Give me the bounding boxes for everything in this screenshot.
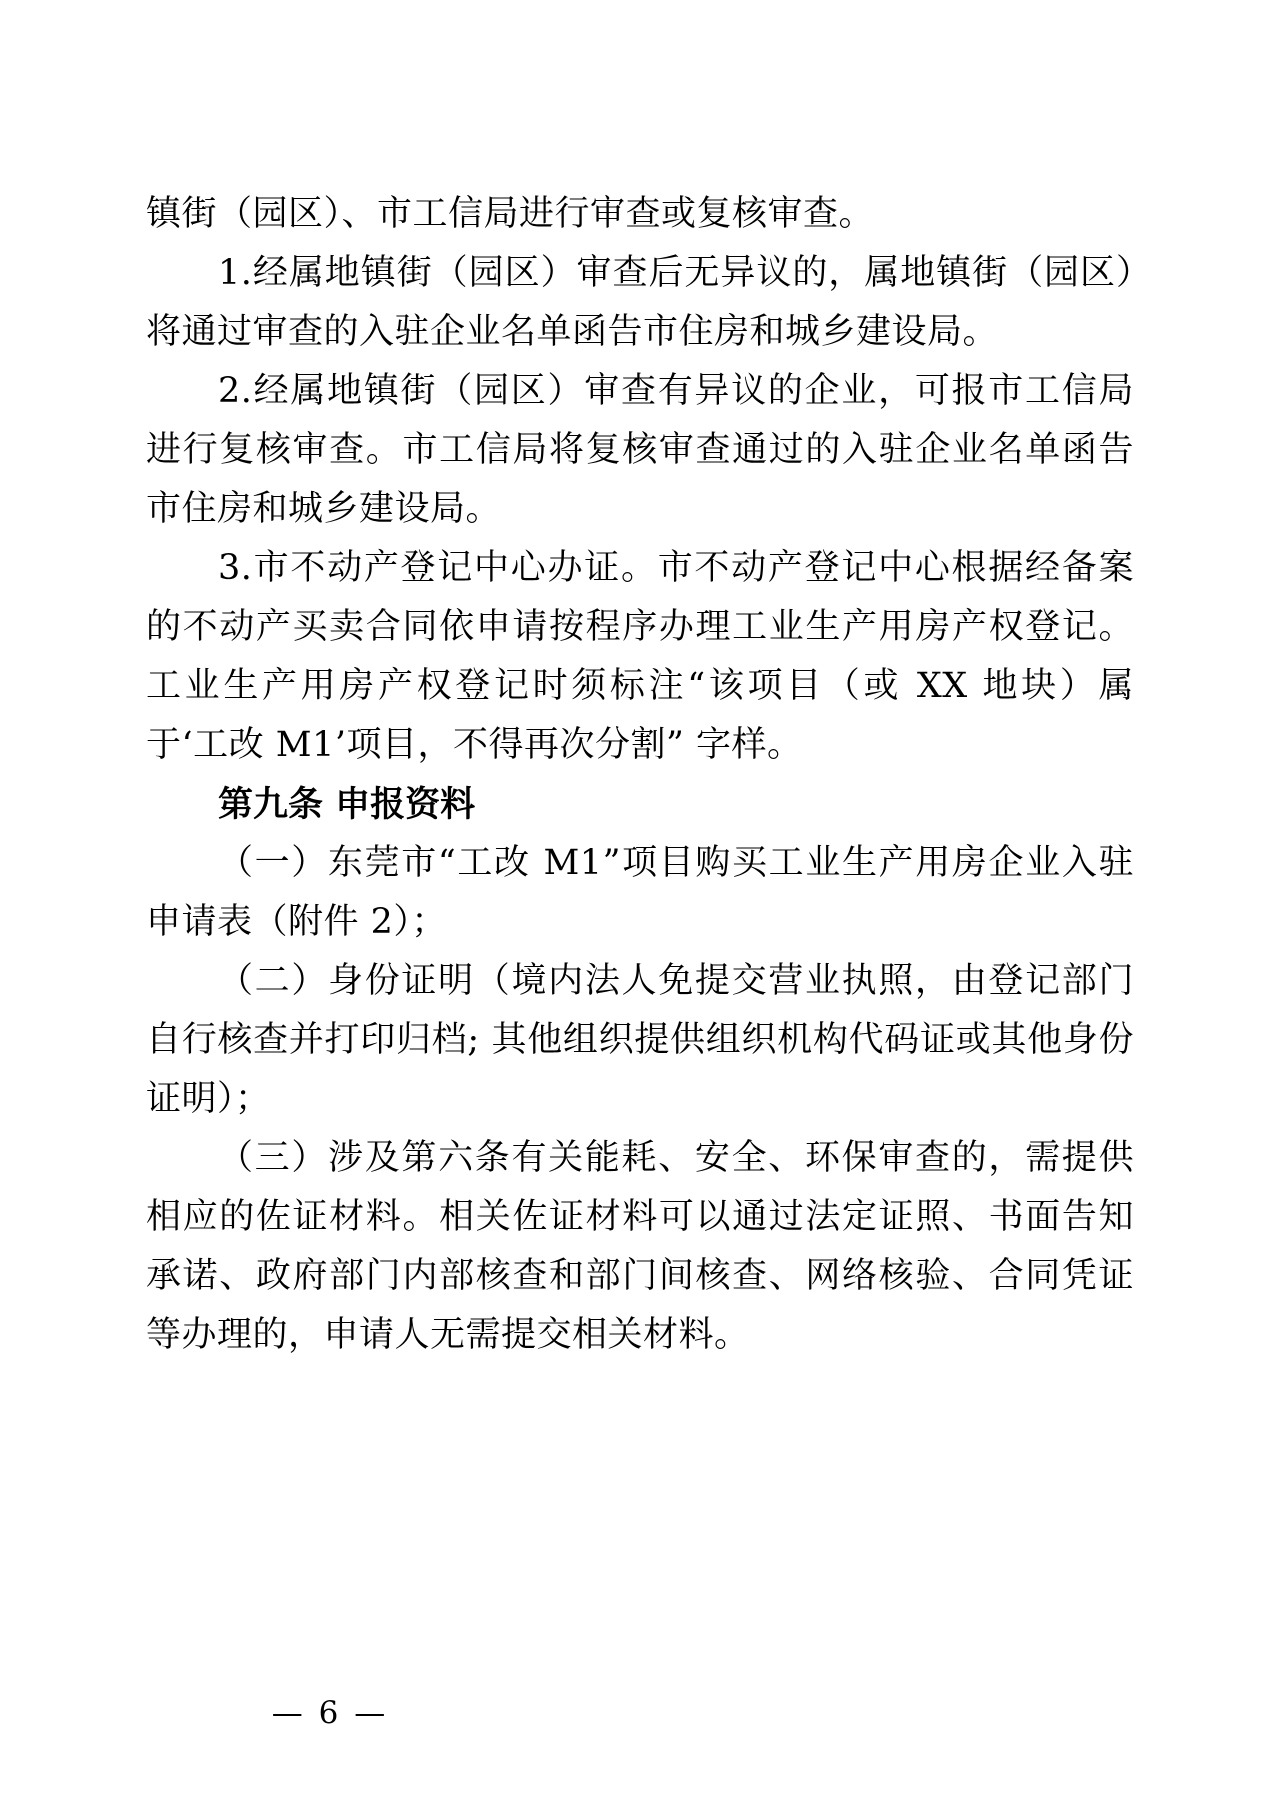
section-heading: 第九条 申报资料 — [218, 784, 476, 825]
paragraph-sub-2: （二）身份证明（境内法人免提交营业执照，由登记部门自行核查并打印归档; 其他组织提供组织机构代码证或其他身份证明）； — [146, 961, 1134, 1119]
paragraph-sub-3: （三）涉及第六条有关能耗、安全、环保审查的，需提供相应的佐证材料。相关佐证材料可以通过法定证照、书面告知承诺、政府部门内部核查和部门间核查、网络核验、合同凭证等办理的，申请人无需提交相关材料。 — [146, 1138, 1134, 1355]
page-footer — [0, 1695, 1280, 1731]
page-content — [146, 185, 1134, 1365]
paragraph-item-2: 2.经属地镇街（园区）审查有异议的企业，可报市工信局进行复核审查。市工信局将复核审查通过的入驻企业名单函告市住房和城乡建设局。 — [146, 371, 1134, 529]
paragraph-item-1: 1.经属地镇街（园区）审查后无异议的，属地镇街（园区）将通过审查的入驻企业名单函告市住房和城乡建设局。 — [146, 253, 1134, 352]
paragraph-continued: 镇街（园区）、市工信局进行审查或复核审查。 — [146, 194, 875, 234]
page-number: — 6 — — [271, 1695, 389, 1731]
paragraph-item-3: 3.市不动产登记中心办证。市不动产登记中心根据经备案的不动产买卖合同依申请按程序办理工业生产用房产权登记。工业生产用房产权登记时须标注“该项目（或 XX 地块）属于‘工改 M1’项目，不得再次分割” 字样。 — [146, 548, 1134, 765]
paragraph-sub-1: （一）东莞市“工改 M1”项目购买工业生产用房企业入驻申请表（附件 2）； — [146, 843, 1134, 942]
